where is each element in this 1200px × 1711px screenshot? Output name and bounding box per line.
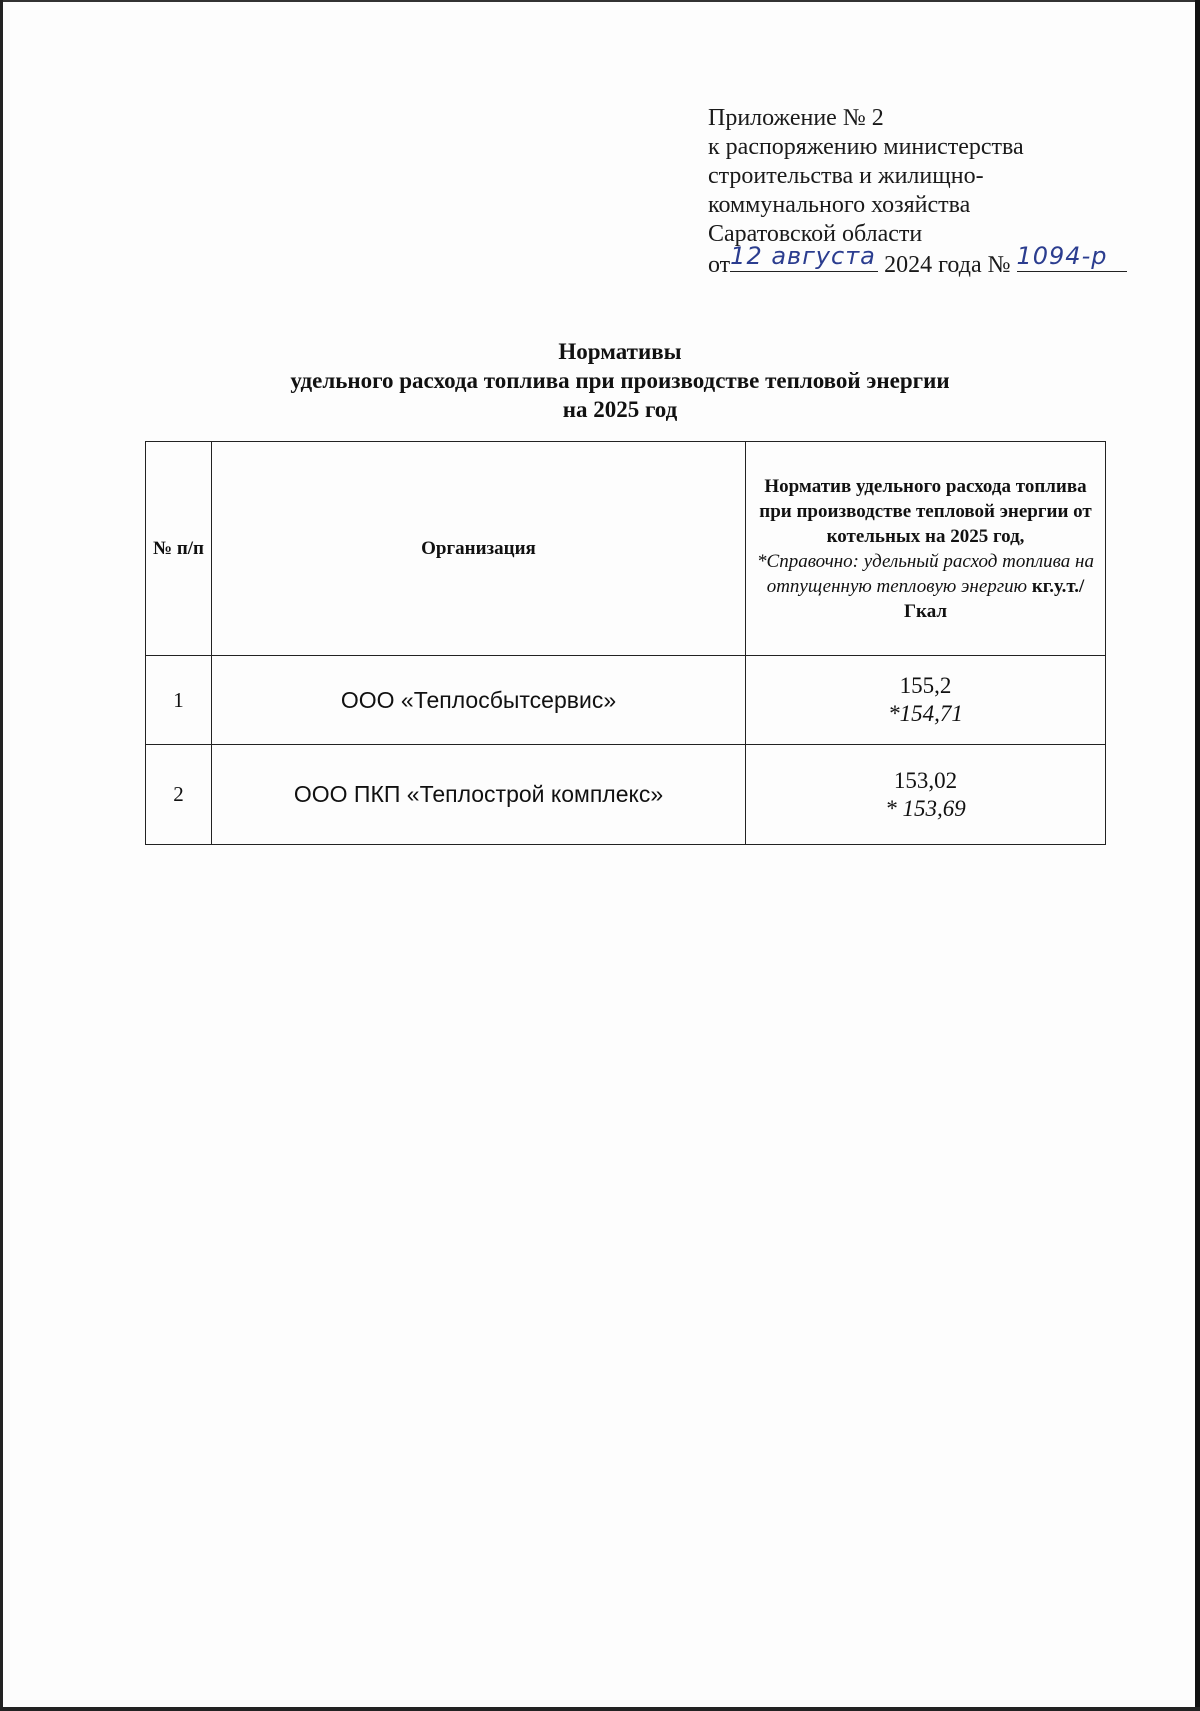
header-norm-unit: кг.у.т./Гкал — [903, 575, 1085, 622]
appendix-block — [708, 104, 1148, 280]
row-value: 155,2 — [899, 673, 952, 698]
appendix-date-line — [708, 242, 1148, 280]
scan-border-left — [0, 0, 3, 1711]
norms-table — [145, 441, 1106, 845]
row-value-cell — [746, 745, 1106, 845]
header-norm — [746, 442, 1106, 656]
row-org: ООО «Теплосбытсервис» — [212, 656, 746, 745]
appendix-line-3: строительства и жилищно- — [708, 163, 984, 189]
appendix-line-1: Приложение № 2 — [708, 105, 884, 131]
date-blank — [730, 242, 878, 272]
row-value-cell — [746, 656, 1106, 745]
header-norm-note: *Справочно: удельный расход топлива на отпущенную тепловую энергию — [757, 550, 1094, 597]
title-line-1: Нормативы — [558, 339, 682, 364]
handwritten-date: 12 августа — [730, 242, 876, 270]
title-line-2: удельного расхода топлива при производстве тепловой энергии — [290, 368, 950, 393]
table-row — [146, 745, 1106, 845]
appendix-line-5: Саратовской области — [708, 221, 923, 247]
appendix-line-2: к распоряжению министерства — [708, 134, 1024, 160]
number-blank — [1016, 242, 1127, 272]
table-header-row — [146, 442, 1106, 656]
header-norm-main: Норматив удельного расхода топлива при производстве тепловой энергии от котельных на 2025 год, — [759, 475, 1092, 547]
scan-border-top — [0, 0, 1200, 2]
appendix-line-4: коммунального хозяйства — [708, 192, 971, 218]
title-line-3: на 2025 год — [562, 397, 678, 422]
row-ref-value: *154,71 — [888, 701, 963, 726]
date-prefix: от — [708, 252, 731, 278]
header-num: № п/п — [146, 442, 212, 656]
row-num: 2 — [146, 745, 212, 845]
table-row — [146, 656, 1106, 745]
scan-border-right — [1195, 0, 1200, 1711]
row-value: 153,02 — [893, 767, 958, 793]
header-org: Организация — [212, 442, 746, 656]
row-num: 1 — [146, 656, 212, 745]
handwritten-number: 1094-р — [1016, 242, 1108, 270]
scan-border-bottom — [0, 1707, 1200, 1711]
row-org: ООО ПКП «Теплострой комплекс» — [212, 745, 746, 845]
row-ref-value: * 153,69 — [885, 795, 966, 821]
year-text: 2024 года № — [884, 252, 1011, 278]
